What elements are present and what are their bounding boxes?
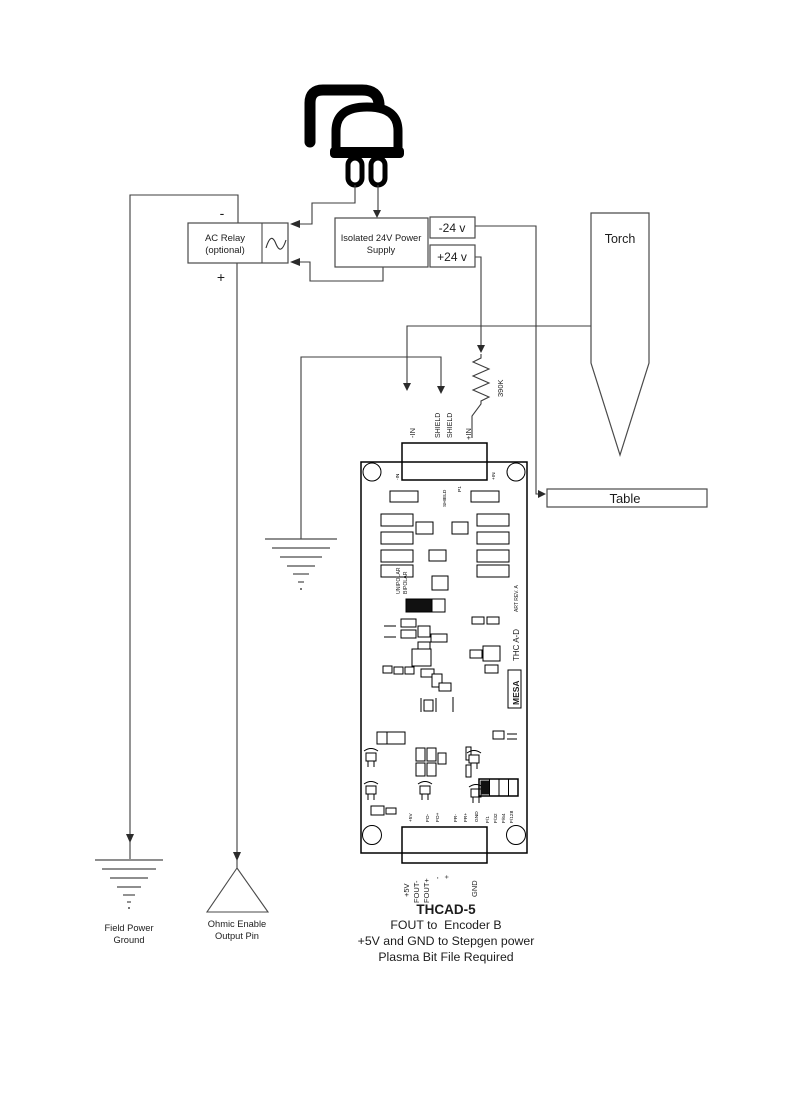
caption-line2: +5V and GND to Stepgen power: [357, 934, 535, 948]
neg24-label: -24 v: [438, 221, 466, 235]
pin-fr-minus: FR-: [454, 814, 459, 822]
pin-f64: F/64: [502, 813, 507, 823]
ohmic-label-line2: Output Pin: [215, 931, 259, 941]
board-rev-label: ART REV. A: [514, 585, 520, 612]
pcb-components: [364, 491, 518, 815]
board-p1-label: P1: [458, 486, 463, 492]
relay-plus-label: +: [216, 269, 226, 285]
psu-box: [335, 218, 428, 267]
pin-fo-plus: FO+: [436, 812, 441, 822]
ac-relay-qualifier: (optional): [205, 245, 245, 256]
field-ground-icon: [95, 860, 163, 945]
board-shield-label: SHIELD: [443, 489, 448, 507]
caption-line1: FOUT to Encoder B: [390, 918, 502, 932]
torch-shape: [591, 213, 649, 455]
input-wire-labels: [408, 413, 473, 440]
caption-block: [358, 902, 535, 964]
pin-fo-minus: FO-: [426, 813, 431, 822]
resistor-390k: [472, 354, 505, 438]
out-fout-minus: FOUT-: [412, 880, 421, 903]
board-neg-in-label: -IN: [396, 473, 401, 480]
neg-in-wire-label: -IN: [408, 428, 417, 438]
neg24-box: [430, 217, 475, 238]
bottom-connector: [402, 827, 487, 863]
ac-relay-label: AC Relay: [204, 233, 246, 244]
out-5v: +5V: [402, 883, 411, 897]
psu-label-line1: Isolated 24V Power: [340, 233, 422, 243]
power-plug-icon: [310, 90, 404, 185]
pos-in-wire-label: +IN: [464, 428, 473, 440]
field-ground-label-line1: Field Power: [104, 923, 154, 933]
pos24-label: +24 v: [437, 250, 467, 264]
board-model-label: THC A-D: [512, 629, 521, 661]
shield-wire-label-a: SHIELD: [435, 412, 442, 438]
bipolar-label: BIPOLAR: [403, 571, 409, 594]
ohmic-triangle: [207, 868, 268, 941]
ohmic-label-line1: Ohmic Enable: [207, 919, 267, 929]
pin-f1: F/1: [486, 816, 491, 823]
field-ground-label-line2: Ground: [113, 935, 145, 945]
wires: [126, 185, 591, 868]
resistor-value: 390K: [496, 379, 505, 397]
relay-minus-label: -: [219, 205, 225, 221]
out-fout-plus: FOUT+: [422, 878, 431, 903]
unipolar-label: UNIPOLAR: [396, 567, 402, 594]
psu-label-line2: Supply: [366, 245, 396, 255]
out-gnd: GND: [470, 880, 479, 897]
caption-title: THCAD-5: [416, 902, 476, 917]
table-label: Table: [609, 491, 641, 506]
out-plus: +: [444, 874, 451, 879]
out-minus: -: [435, 876, 442, 879]
table-box: [547, 489, 707, 507]
pin-f128: F/128: [510, 810, 515, 823]
caption-line3: Plasma Bit File Required: [378, 950, 514, 964]
thcad-board: [361, 443, 527, 863]
pos24-box: [430, 245, 475, 267]
torch-label: Torch: [604, 232, 636, 246]
shield-wire-label-b: SHIELD: [447, 412, 454, 438]
mesa-logo: MESA: [511, 680, 521, 705]
output-wire-labels: [402, 875, 479, 903]
earth-ground-icon: [265, 539, 337, 590]
pin-5v: +5V: [409, 813, 414, 822]
board-pos-in-label: +IN: [492, 472, 497, 480]
pin-f32: F/32: [494, 813, 499, 823]
pin-fr-plus: FR+: [464, 812, 469, 822]
pin-gnd: GND: [475, 811, 480, 822]
